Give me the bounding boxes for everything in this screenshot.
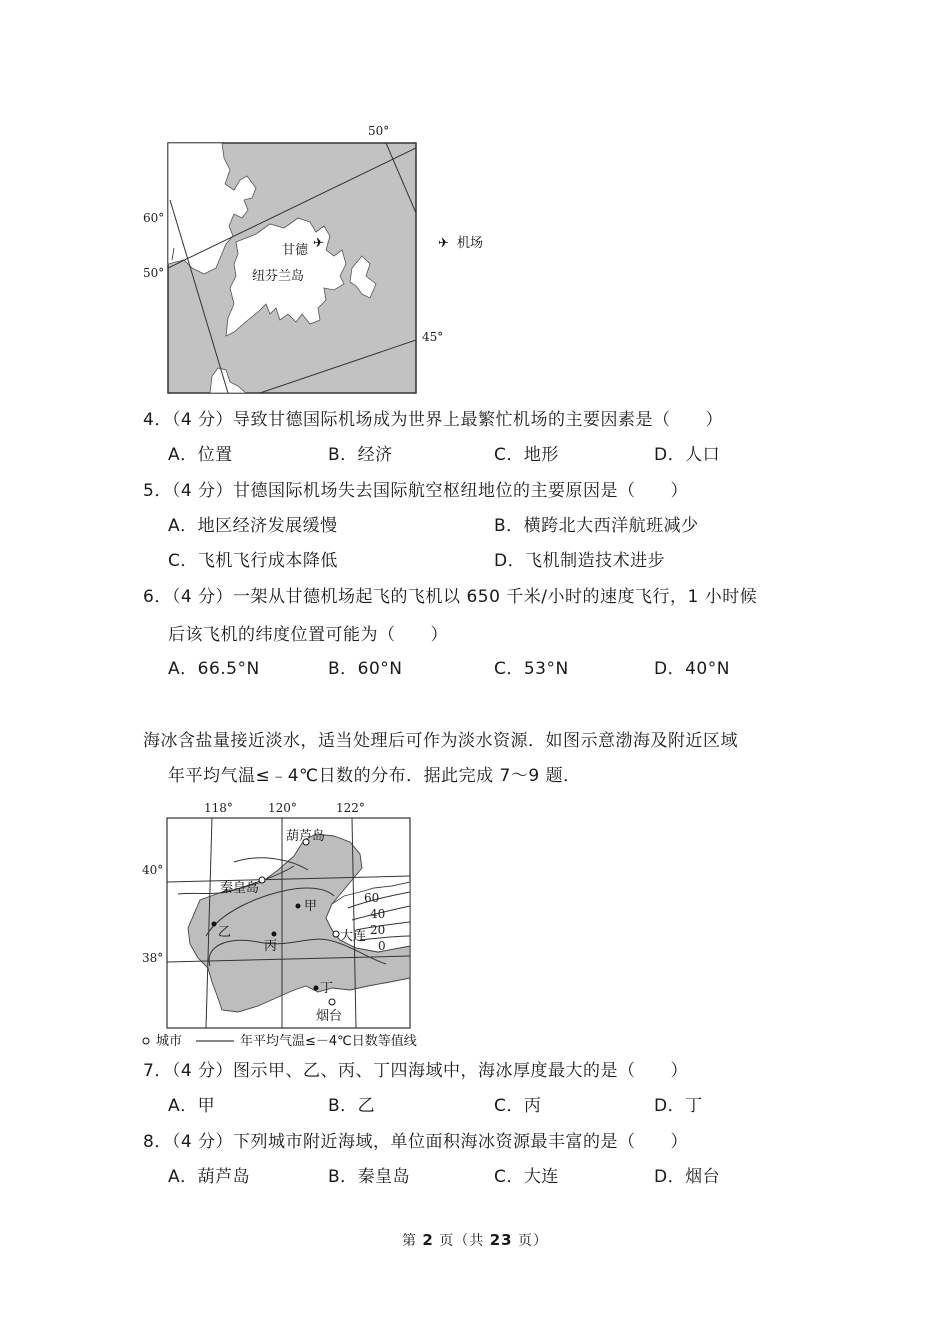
isoline-60-label: 60 bbox=[364, 891, 380, 905]
city-qinhuangdao-marker bbox=[259, 877, 265, 883]
intro-line-2: 年平均气温≤﹣4℃日数的分布．据此完成 7～9 题． bbox=[168, 766, 581, 786]
city-dalian-marker bbox=[333, 931, 339, 937]
q7-option-a[interactable]: A．甲 bbox=[168, 1096, 216, 1116]
intro-line-1: 海冰含盐量接近淡水，适当处理后可作为淡水资源．如图示意渤海及附近区域 bbox=[143, 731, 738, 751]
newfoundland-map bbox=[130, 118, 510, 400]
question-6-stem-line2: 后该飞机的纬度位置可能为（ ） bbox=[168, 625, 448, 645]
q6-option-a[interactable]: A．66.5°N bbox=[168, 659, 260, 679]
question-5-stem: 5．（4 分）甘德国际机场失去国际航空枢纽地位的主要原因是（ ） bbox=[143, 481, 689, 501]
q8-option-a[interactable]: A．葫芦岛 bbox=[168, 1167, 251, 1187]
isoline-40-label: 40 bbox=[370, 907, 386, 921]
lon-122-label: 122° bbox=[336, 801, 365, 815]
footer-middle: 页（共 bbox=[433, 1233, 490, 1249]
isoline-20-label: 20 bbox=[370, 923, 386, 937]
yantai-label: 烟台 bbox=[316, 1009, 343, 1024]
q7-option-d[interactable]: D．丁 bbox=[654, 1096, 703, 1116]
area-ding-marker bbox=[314, 986, 319, 991]
qinhuangdao-label: 秦皇岛 bbox=[220, 881, 260, 896]
footer-page-number: 2 bbox=[422, 1231, 434, 1249]
gander-label: 甘德 bbox=[282, 243, 309, 258]
q7-option-b[interactable]: B．乙 bbox=[328, 1096, 376, 1116]
q7-option-c[interactable]: C．丙 bbox=[494, 1096, 542, 1116]
q5-option-a[interactable]: A．地区经济发展缓慢 bbox=[168, 516, 338, 536]
bohai-sea-map bbox=[138, 796, 428, 1056]
q8-option-d[interactable]: D．烟台 bbox=[654, 1167, 721, 1187]
airport-legend-icon: ✈ bbox=[438, 236, 449, 251]
area-jia-marker bbox=[296, 904, 301, 909]
legend-isoline-label: 年平均气温≤－4℃日数等值线 bbox=[240, 1034, 417, 1049]
q4-option-a[interactable]: A．位置 bbox=[168, 445, 233, 465]
question-7-stem: 7．（4 分）图示甲、乙、丙、丁四海域中，海冰厚度最大的是（ ） bbox=[143, 1061, 689, 1081]
lon-120-label: 120° bbox=[268, 801, 297, 815]
island-label: 纽芬兰岛 bbox=[252, 269, 305, 284]
q4-option-b[interactable]: B．经济 bbox=[328, 445, 393, 465]
lat-38-label: 38° bbox=[142, 951, 164, 965]
area-yi-marker bbox=[212, 922, 217, 927]
q5-option-d[interactable]: D．飞机制造技术进步 bbox=[494, 551, 666, 571]
q4-option-c[interactable]: C．地形 bbox=[494, 445, 559, 465]
city-yantai-marker bbox=[329, 999, 335, 1005]
q4-option-d[interactable]: D．人口 bbox=[654, 445, 721, 465]
page-footer bbox=[0, 1230, 950, 1250]
bing-label: 丙 bbox=[264, 939, 278, 954]
huludao-label: 葫芦岛 bbox=[286, 829, 326, 844]
footer-suffix: 页） bbox=[512, 1233, 549, 1249]
ding-label: 丁 bbox=[320, 981, 334, 996]
dalian-label: 大连 bbox=[340, 929, 367, 944]
q8-option-b[interactable]: B．秦皇岛 bbox=[328, 1167, 411, 1187]
q5-option-b[interactable]: B．横跨北大西洋航班减少 bbox=[494, 516, 699, 536]
lat-45-label: 45° bbox=[422, 330, 444, 344]
q6-option-d[interactable]: D．40°N bbox=[654, 659, 730, 679]
footer-total-pages: 23 bbox=[489, 1231, 513, 1249]
yi-label: 乙 bbox=[218, 925, 232, 940]
isoline-0-label: 0 bbox=[378, 939, 386, 953]
q6-option-b[interactable]: B．60°N bbox=[328, 659, 403, 679]
lon-60-label: 60° bbox=[143, 211, 165, 225]
lat-40-label: 40° bbox=[142, 863, 164, 877]
question-6-stem-line1: 6．（4 分）一架从甘德机场起飞的飞机以 650 千米/小时的速度飞行，1 小时候 bbox=[143, 587, 758, 607]
lon-50-label: 50° bbox=[143, 266, 165, 280]
lat-50-top-label: 50° bbox=[368, 124, 390, 138]
q8-option-c[interactable]: C．大连 bbox=[494, 1167, 559, 1187]
area-bing-marker bbox=[272, 932, 277, 937]
airport-legend-label: 机场 bbox=[457, 236, 484, 251]
gander-airport-icon: ✈ bbox=[313, 236, 324, 251]
q5-option-c[interactable]: C．飞机飞行成本降低 bbox=[168, 551, 338, 571]
legend-city-label: 城市 bbox=[156, 1034, 183, 1049]
q6-option-c[interactable]: C．53°N bbox=[494, 659, 569, 679]
question-4-stem: 4．（4 分）导致甘德国际机场成为世界上最繁忙机场的主要因素是（ ） bbox=[143, 410, 724, 430]
legend-city-icon bbox=[143, 1038, 149, 1044]
footer-prefix: 第 bbox=[401, 1233, 423, 1249]
jia-label: 甲 bbox=[304, 899, 318, 914]
question-8-stem: 8．（4 分）下列城市附近海域，单位面积海冰资源最丰富的是（ ） bbox=[143, 1132, 689, 1152]
lon-118-label: 118° bbox=[204, 801, 233, 815]
